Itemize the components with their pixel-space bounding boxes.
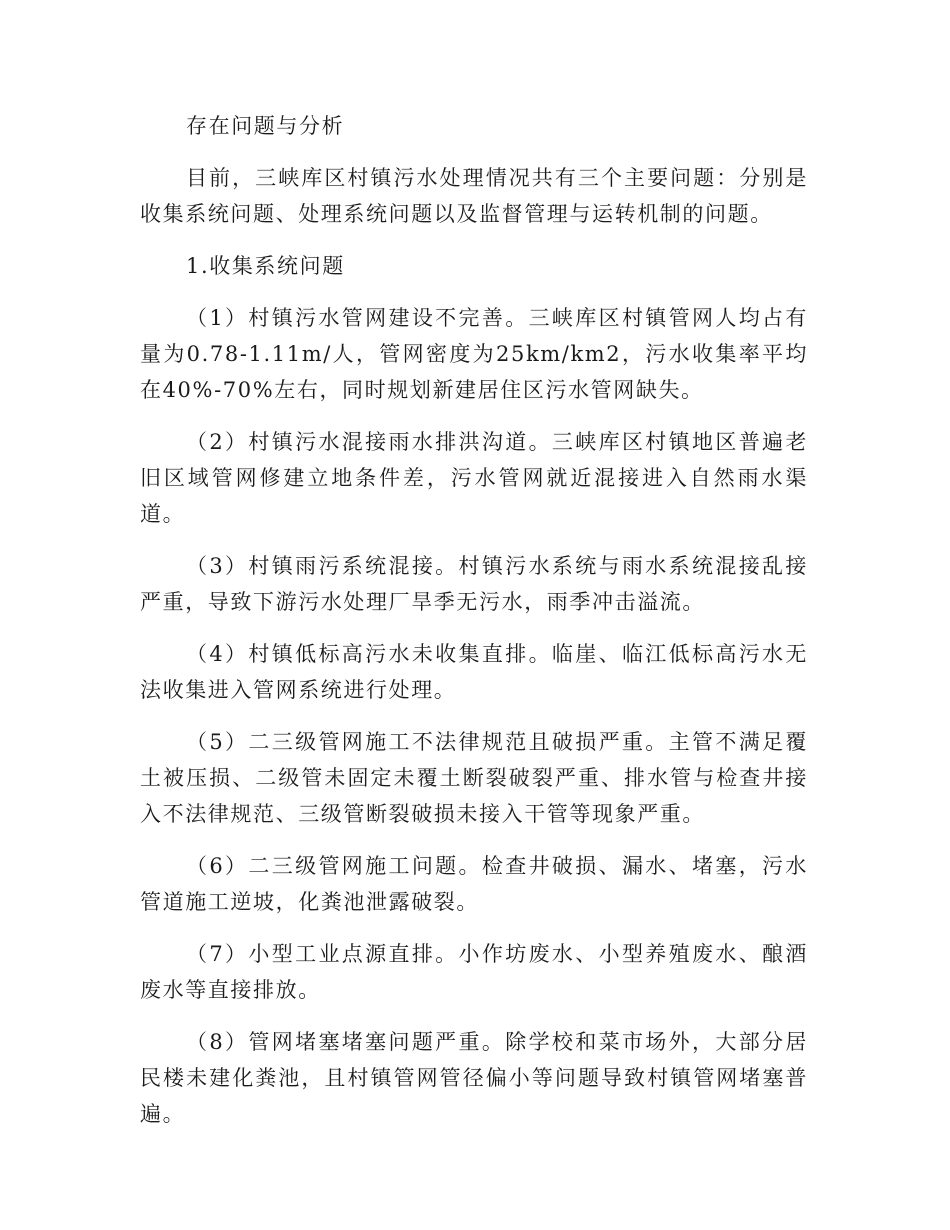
document-body	[140, 108, 808, 1148]
intro-paragraph: 目前，三峡库区村镇污水处理情况共有三个主要问题：分别是收集系统问题、处理系统问题以及监督管理与运转机制的问题。	[140, 166, 808, 226]
issue-item-3: （3）村镇雨污系统混接。村镇污水系统与雨水系统混接乱接严重，导致下游污水处理厂旱季无污水，雨季冲击溢流。	[140, 554, 808, 614]
section-title: 存在问题与分析	[186, 114, 345, 138]
issue-item-2: （2）村镇污水混接雨水排洪沟道。三峡库区村镇地区普遍老旧区域管网修建立地条件差，污水管网就近混接进入自然雨水渠道。	[140, 430, 808, 526]
issue-item-1: （1）村镇污水管网建设不完善。三峡库区村镇管网人均占有量为0.78-1.11m/人，管网密度为25km/km2，污水收集率平均在40%-70%左右，同时规划新建居住区污水管网缺失。	[140, 306, 808, 402]
issue-item-5: （5）二三级管网施工不法律规范且破损严重。主管不满足覆土被压损、二级管未固定未覆土断裂破裂严重、排水管与检查井接入不法律规范、三级管断裂破损未接入干管等现象严重。	[140, 730, 808, 826]
issue-item-8: （8）管网堵塞堵塞问题严重。除学校和菜市场外，大部分居民楼未建化粪池，且村镇管网管径偏小等问题导致村镇管网堵塞普遍。	[140, 1030, 808, 1126]
subsection-title: 1.收集系统问题	[186, 254, 345, 278]
issue-item-7: （7）小型工业点源直排。小作坊废水、小型养殖废水、酿酒废水等直接排放。	[140, 942, 808, 1002]
issue-item-4: （4）村镇低标高污水未收集直排。临崖、临江低标高污水无法收集进入管网系统进行处理。	[140, 642, 808, 702]
issue-item-6: （6）二三级管网施工问题。检查井破损、漏水、堵塞，污水管道施工逆坡，化粪池泄露破裂。	[140, 854, 808, 914]
